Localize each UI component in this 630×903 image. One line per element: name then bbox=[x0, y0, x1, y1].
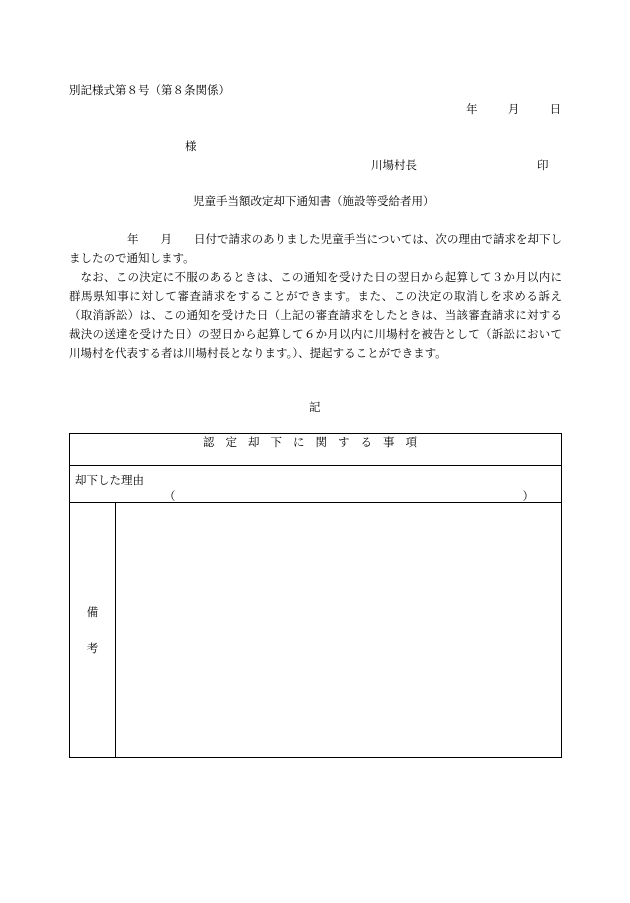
body-line1-text: 日付で請求のありました児童手当については、次の理由で請求を却下しましたので通知します。 bbox=[69, 232, 562, 265]
items-table bbox=[69, 433, 562, 758]
document-title: 児童手当額改定却下通知書（施設等受給者用） bbox=[193, 194, 435, 208]
addressee-suffix: 様 bbox=[185, 139, 197, 153]
seal-mark: 印 bbox=[537, 158, 549, 172]
notes-label-cell bbox=[70, 503, 116, 758]
date-day: 日 bbox=[549, 102, 562, 116]
date-year: 年 bbox=[466, 102, 478, 116]
table-header: 認定却下に関する事項 bbox=[70, 434, 562, 466]
form-number: 別記様式第８号（第８条関係） bbox=[69, 83, 230, 97]
ki-heading: 記 bbox=[309, 400, 321, 414]
notes-label-1: 備 bbox=[86, 605, 99, 619]
date-month: 月 bbox=[507, 102, 520, 116]
reason-row bbox=[70, 466, 562, 503]
reason-cell[interactable] bbox=[70, 466, 562, 503]
body-text bbox=[69, 230, 562, 363]
body-paragraph-1 bbox=[69, 230, 562, 268]
body-year: 年 bbox=[127, 232, 139, 246]
body-month: 月 bbox=[160, 232, 173, 246]
reason-label: 却下した理由 bbox=[75, 473, 144, 487]
notes-cell[interactable] bbox=[116, 503, 562, 758]
notes-row bbox=[70, 503, 562, 758]
issuer-name: 川場村長 bbox=[371, 158, 417, 172]
table-header-row bbox=[70, 434, 562, 466]
notes-label-2: 考 bbox=[86, 641, 99, 655]
body-paragraph-2: なお、この決定に不服のあるときは、この通知を受けた日の翌日から起算して３か月以内に群馬県知事に対して審査請求をすることができます。また、この決定の取消しを求める訴え（取消訴訟）は、この通知を受けた日（上記の審査請求をしたときは、当該審査請求に対する裁決の送達を受けた日）の翌日から起算して６か月以内に川場村を被告として（訴訟において川場村を代表する者は川場村長となります。）、提起することができます。 bbox=[69, 270, 562, 360]
reason-paren-open: （ bbox=[164, 489, 176, 503]
date-line bbox=[466, 101, 561, 117]
reason-paren-close: ） bbox=[522, 489, 534, 503]
